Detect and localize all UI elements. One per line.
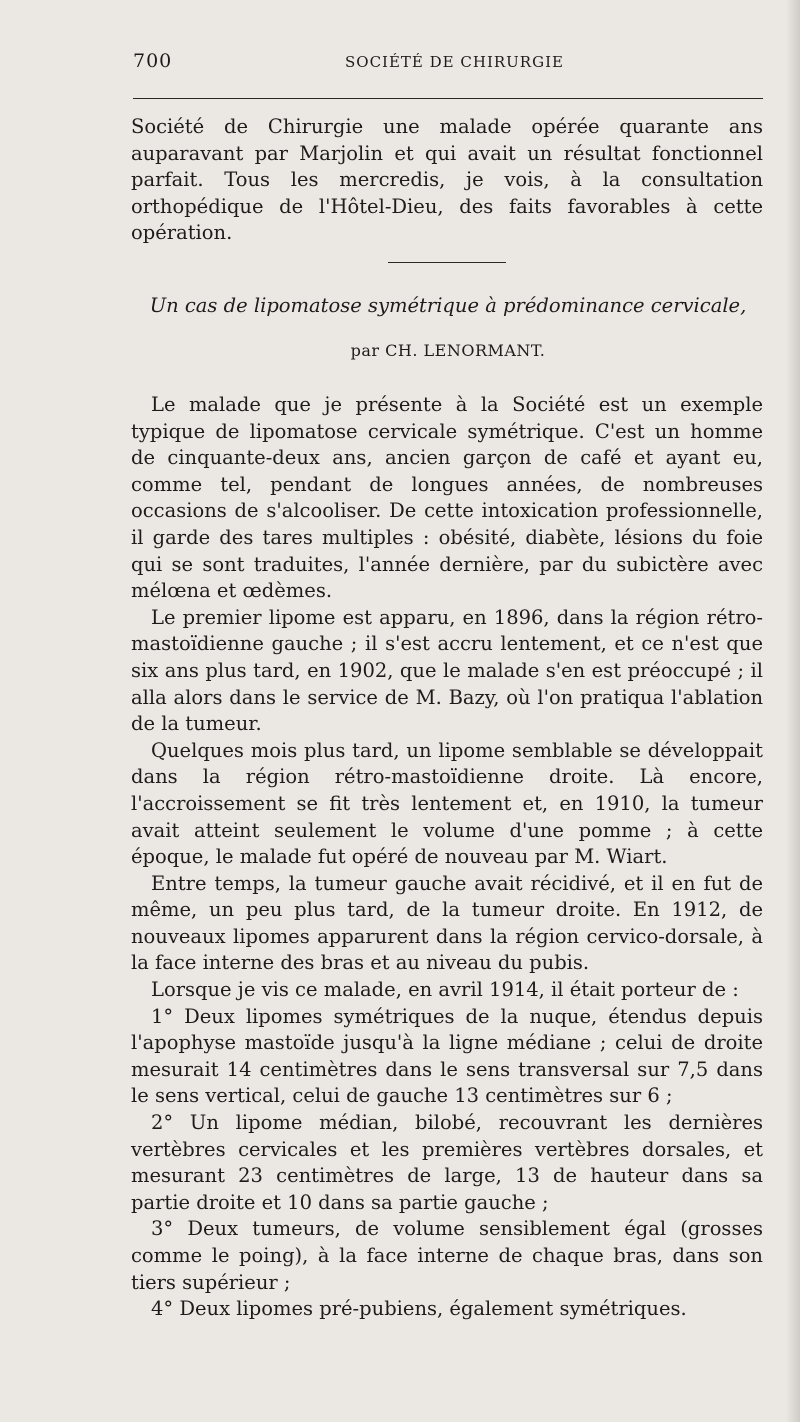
paragraph-first-lipoma: Le premier lipome est apparu, en 1896, dans la région rétro-mastoïdienne gauche ; il s'est accru lentement, et ce n'est que six ans plus tard, en 1902, que le malade s'en est préoccupé ; il alla alors dans le service de M. Bazy, où l'on pratiqua l'ablation de la tumeur. [131,605,763,736]
article-title: Un cas de lipomatose symétrique à prédominance cervicale, [149,294,747,317]
list-item-4: 4° Deux lipomes pré-pubiens, également symétriques. [151,1297,687,1321]
continuation-paragraph [131,114,763,247]
page-edge-shadow [786,0,800,1422]
list-item-1: 1° Deux lipomes symétriques de la nuque, étendus depuis l'apophyse mastoïde jusqu'à la ligne médiane ; celui de droite mesurait 14 centimètres dans le sens transversal sur 7,5 dans le sens vertical, celui de gauche 13 centimètres sur 6 ; [131,1004,763,1108]
list-item-2: 2° Un lipome médian, bilobé, recouvrant les dernières vertèbres cervicales et les premières vertèbres dorsales, et mesurant 23 centimètres de large, 13 de hauteur dans sa partie droite et 10 dans sa partie gauche ; [131,1111,763,1214]
page-header [133,50,763,80]
running-head: SOCIÉTÉ DE CHIRURGIE [345,53,564,71]
page-number: 700 [133,50,173,72]
paragraph-second-lipoma: Quelques mois plus tard, un lipome semblable se développait dans la région rétro-mastoïdienne droite. Là encore, l'accroissement se fit très lentement et, en 1910, la tumeur avait atteint seulement le volume d'une pomme ; à cette époque, le malade fut opéré de nouveau par M. Wiart. [131,738,763,869]
paragraph-intro: Le malade que je présente à la Société est un exemple typique de lipomatose cervicale symétrique. C'est un homme de cinquante-deux ans, ancien garçon de café et ayant eu, comme tel, pendant de longues années, de nombreuses occasions de s'alcooliser. De cette intoxication professionnelle, il garde des tares multiples : obésité, diabète, lésions du foie qui se sont traduites, l'année dernière, par du subictère avec mélœna et œdèmes. [131,393,763,603]
header-rule [133,98,763,99]
paragraph-recurrence: Entre temps, la tumeur gauche avait récidivé, et il en fut de même, un peu plus tard, de la tumeur droite. En 1912, de nouveaux lipomes apparurent dans la région cervico-dorsale, à la face interne des bras et au niveau du pubis. [131,871,763,975]
paragraph-examination: Lorsque je vis ce malade, en avril 1914, il était porteur de : [151,978,739,1002]
continuation-text: Société de Chirurgie une malade opérée quarante ans auparavant par Marjolin et qui avait un résultat fonctionnel parfait. Tous les mercredis, je vois, à la consultation orthopédique de l'Hôtel-Dieu, des faits favorables à cette opération. [131,115,763,244]
list-item-3: 3° Deux tumeurs, de volume sensiblement égal (grosses comme le poing), à la face interne de chaque bras, dans son tiers supérieur ; [131,1217,763,1294]
section-divider [388,262,506,263]
article-body [131,392,763,1323]
article-author: par CH. LENORMANT. [350,341,546,360]
